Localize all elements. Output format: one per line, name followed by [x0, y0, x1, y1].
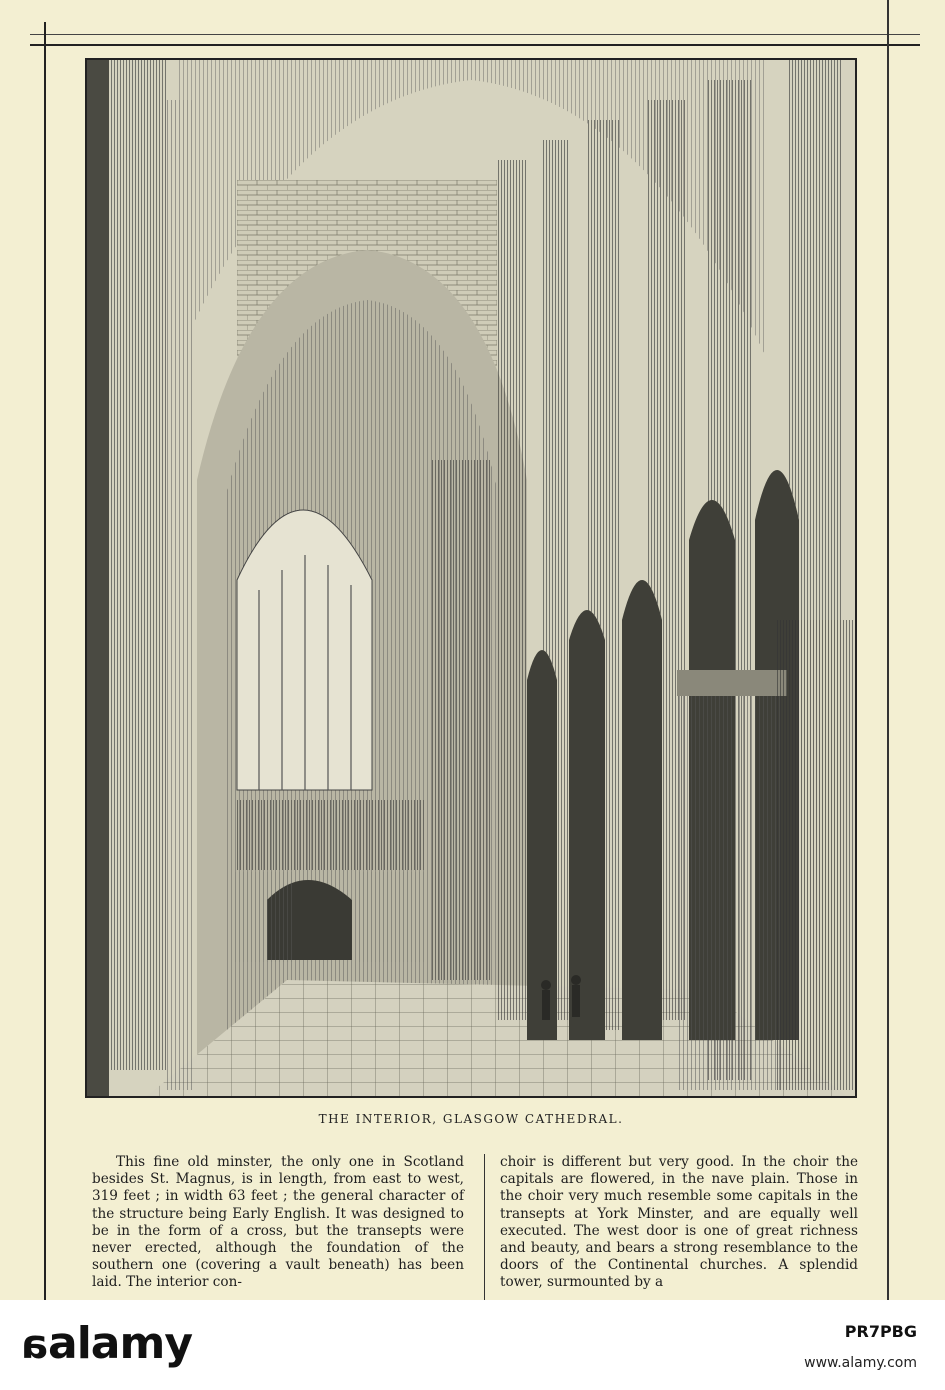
top-rule: [30, 44, 920, 46]
figure-caption: THE INTERIOR, GLASGOW CATHEDRAL.: [318, 1112, 624, 1126]
cathedral-engraving: [85, 58, 857, 1098]
footer-info: [804, 1322, 917, 1371]
left-column-text: This fine old minster, the only one in Scotland besides St. Magnus, is in length, from east to west, 319 feet ; in width 63 feet ; the general character of the structure being Early English. It was designed to be in the form of a cross, but the transepts were never erected, although the foundation of the southern one (covering a vault beneath) has been laid. The interior con-: [92, 1154, 464, 1291]
right-rule: [887, 0, 889, 1300]
image-id: PR7PBG: [844, 1322, 917, 1341]
alamy-mark-icon: a: [22, 1322, 48, 1368]
right-column-text: choir is different but very good. In the choir the capitals are flowered, in the nave plain. Those in the choir very much resemble some capitals in the transepts at York Minster, and are equally well executed. The west door is one of great richness and beauty, and bears a strong resemblance to the doors of the Continental churches. A splendid tower, surmounted by a: [500, 1154, 858, 1291]
left-rule: [44, 22, 46, 1300]
column-divider: [484, 1154, 485, 1300]
alamy-logo: aalamy: [22, 1318, 192, 1369]
site-url: www.alamy.com: [804, 1355, 917, 1371]
top-rule-thin: [30, 34, 920, 35]
engraving-illustration: [87, 60, 855, 1096]
left-column: [92, 1154, 464, 1292]
right-column: [500, 1154, 858, 1292]
